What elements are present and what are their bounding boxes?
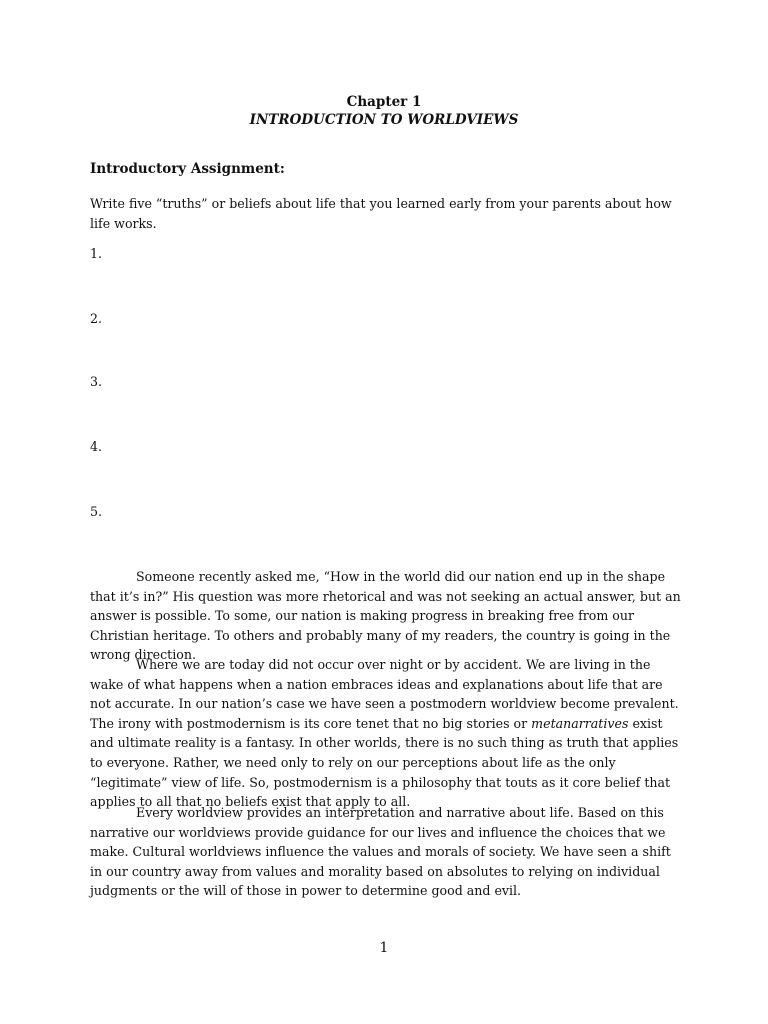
body-paragraph-1: Someone recently asked me, “How in the world did our nation end up in the shape that it’s in?” His question was more rhetorical and was not seeking an actual answer, but an answer is possible. To some, our nation is making progress in breaking free from our Christian heritage. To others and probably many of my readers, the country is going in the wrong direction. [90,569,681,663]
paragraph-2-text-start: Where we are today did not occur over night or by accident. We are living in the wake of what happens when a nation embraces ideas and explanations about life that are not accurate. In our nation’s case we have seen a postmodern worldview become prevalent. The irony with postmodernism is its core tenet that no big stories or [90,657,679,731]
list-item-3: 3. [90,374,103,389]
body-paragraph-2 [90,655,682,812]
paragraph-2-text-end: exist and ultimate reality is a fantasy. In other worlds, there is no such thing as truth that applies to everyone. Rather, we need only to rely on our perceptions about life as the only “legitimate” view of life. So, postmodernism is a philosophy that touts as it core belief that applies to all that no beliefs exist that apply to all. [90,715,679,810]
assignment-prompt: Write five “truths” or beliefs about life that you learned early from your parents about how life works. [90,196,672,231]
list-item-1: 1. [90,246,103,261]
italic-term-metanarratives: metanarratives [531,715,629,731]
body-paragraph-3: Every worldview provides an interpretation and narrative about life. Based on this narrative our worldviews provide guidance for our lives and influence the choices that we make. Cultural worldviews influence the values and morals of society. We have seen a shift in our country away from values and morality based on absolutes to relying on individual judgments or the will of those in power to determine good and evil. [90,805,671,899]
chapter-title: INTRODUCTION TO WORLDVIEWS [249,112,519,128]
list-item-5: 5. [90,504,103,519]
list-item-2: 2. [90,311,103,326]
chapter-label: Chapter 1 [346,94,422,110]
page-number: 1 [379,940,389,956]
assignment-heading: Introductory Assignment: [90,161,285,177]
list-item-4: 4. [90,439,103,454]
